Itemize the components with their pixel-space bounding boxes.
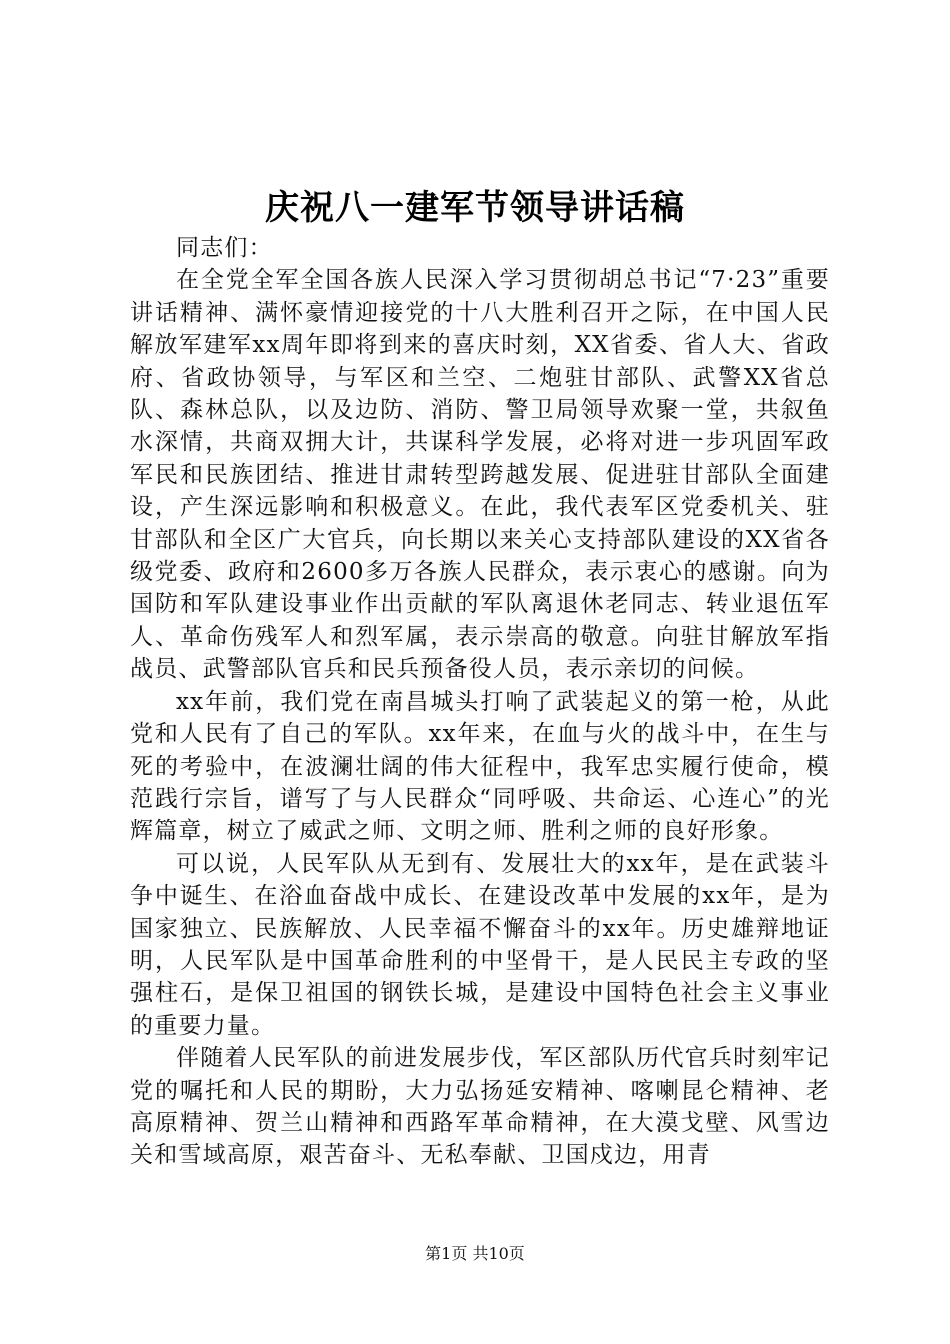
paragraph: 伴随着人民军队的前进发展步伐，军区部队历代官兵时刻牢记党的嘱托和人民的期盼，大力弘扬延安精神、喀喇昆仑精神、老高原精神、贺兰山精神和西路军革命精神，在大漠戈壁、风雪边关和雪域高原，艰苦奋斗、无私奉献、卫国戍边，用青: [130, 1045, 830, 1169]
paragraph: 可以说，人民军队从无到有、发展壮大的xx年，是在武装斗争中诞生、在浴血奋战中成长、在建设改革中发展的xx年，是为国家独立、民族解放、人民幸福不懈奋斗的xx年。历史雄辩地证明，人民军队是中国革命胜利的中坚骨干，是人民民主专政的坚强柱石，是保卫祖国的钢铁长城，是建设中国特色社会主义事业的重要力量。: [130, 850, 830, 1039]
page-footer: 第1页 共10页: [425, 1244, 525, 1263]
paragraph: xx年前，我们党在南昌城头打响了武装起义的第一枪，从此党和人民有了自己的军队。xx年来，在血与火的战斗中，在生与死的考验中，在波澜壮阔的伟大征程中，我军忠实履行使命，模范践行宗旨，谱写了与人民群众“同呼吸、共命运、心连心”的光辉篇章，树立了威武之师、文明之师、胜利之师的良好形象。: [130, 688, 830, 845]
paragraph: 在全党全军全国各族人民深入学习贯彻胡总书记“7·23”重要讲话精神、满怀豪情迎接党的十八大胜利召开之际，在中国人民解放军建军xx周年即将到来的喜庆时刻，XX省委、省人大、省政府、省政协领导，与军区和兰空、二炮驻甘部队、武警XX省总队、森林总队，以及边防、消防、警卫局领导欢聚一堂，共叙鱼水深情，共商双拥大计，共谋科学发展，必将对进一步巩固军政军民和民族团结、推进甘肃转型跨越发展、促进驻甘部队全面建设，产生深远影响和积极意义。在此，我代表军区党委机关、驻甘部队和全区广大官兵，向长期以来关心支持部队建设的XX省各级党委、政府和2600多万各族人民群众，表示衷心的感谢。向为国防和军队建设事业作出贡献的军队离退休老同志、转业退伍军人、革命伤残军人和烈军属，表示崇高的敬意。向驻甘解放军指战员、武警部队官兵和民兵预备役人员，表示亲切的问候。: [130, 267, 830, 683]
document-title: 庆祝八一建军节领导讲话稿: [265, 188, 685, 228]
salutation: 同志们：: [176, 235, 273, 261]
document-body: [130, 232, 830, 1172]
